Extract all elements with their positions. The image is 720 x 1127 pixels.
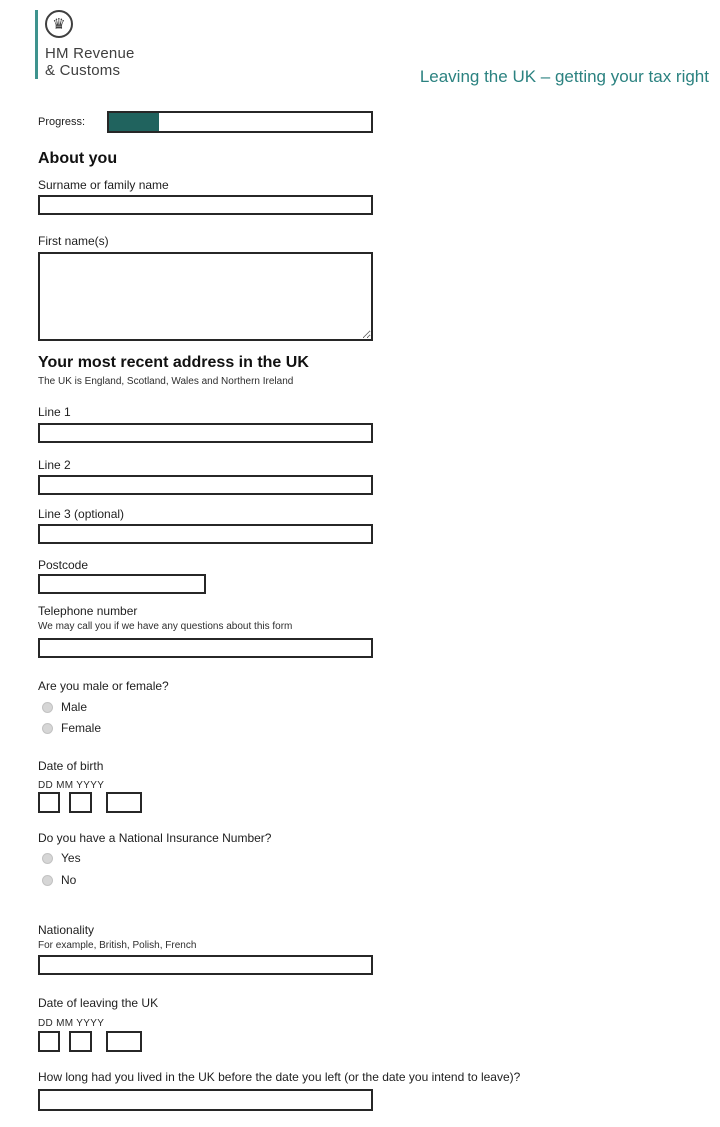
hmrc-logo — [35, 10, 135, 79]
nino-question: Do you have a National Insurance Number? — [38, 831, 272, 845]
progress-fill — [109, 113, 159, 131]
dob-yyyy-input[interactable] — [106, 792, 142, 813]
gender-male-label: Male — [61, 700, 88, 714]
how-long-input[interactable] — [38, 1089, 373, 1111]
address-line2-label: Line 2 — [38, 458, 71, 472]
surname-label: Surname or family name — [38, 178, 169, 192]
surname-input[interactable] — [38, 195, 373, 215]
dob-label: Date of birth — [38, 759, 104, 773]
gender-option-male[interactable] — [42, 700, 87, 714]
page-title: Leaving the UK – getting your tax right — [419, 67, 709, 86]
about-you-heading: About you — [38, 150, 118, 167]
leaving-date-label: Date of leaving the UK — [38, 996, 159, 1010]
crown-icon — [45, 10, 73, 38]
how-long-question: How long had you lived in the UK before the date you left (or the date you intend to leave)? — [38, 1070, 521, 1084]
logo-text-line1: HM Revenue — [45, 45, 135, 62]
gender-option-female[interactable] — [42, 721, 101, 735]
address-line2-input[interactable] — [38, 475, 373, 495]
crown-glyph: ♛ — [52, 15, 66, 33]
gender-question: Are you male or female? — [38, 679, 169, 693]
first-names-input[interactable] — [38, 252, 373, 341]
radio-yes-icon[interactable] — [42, 853, 53, 864]
logo-text-line2: & Customs — [45, 62, 121, 79]
nationality-input[interactable] — [38, 955, 373, 975]
address-line3-label: Line 3 (optional) — [38, 507, 125, 521]
postcode-label: Postcode — [38, 558, 89, 572]
gender-female-label: Female — [61, 721, 102, 735]
leaving-yyyy-input[interactable] — [106, 1031, 142, 1052]
postcode-input[interactable] — [38, 574, 206, 594]
nationality-label: Nationality — [38, 923, 95, 937]
nino-option-no[interactable] — [42, 873, 76, 887]
progress-bar — [107, 111, 373, 133]
dob-dd-input[interactable] — [38, 792, 60, 813]
leaving-dd-input[interactable] — [38, 1031, 60, 1052]
radio-no-icon[interactable] — [42, 875, 53, 886]
address-hint: The UK is England, Scotland, Wales and Northern Ireland — [38, 376, 294, 387]
leaving-date-inputs — [38, 1031, 142, 1052]
leaving-date-format-label: DD MM YYYY — [38, 1018, 105, 1029]
telephone-label: Telephone number — [38, 604, 138, 618]
nino-yes-label: Yes — [61, 851, 81, 865]
address-line1-label: Line 1 — [38, 405, 71, 419]
dob-inputs — [38, 792, 142, 813]
telephone-input[interactable] — [38, 638, 373, 658]
nino-no-label: No — [61, 873, 77, 887]
progress-row — [38, 111, 373, 133]
first-names-label: First name(s) — [38, 234, 109, 248]
address-line1-input[interactable] — [38, 423, 373, 443]
radio-female-icon[interactable] — [42, 723, 53, 734]
radio-male-icon[interactable] — [42, 702, 53, 713]
nationality-hint: For example, British, Polish, French — [38, 940, 197, 951]
address-heading: Your most recent address in the UK — [38, 354, 309, 371]
dob-mm-input[interactable] — [69, 792, 92, 813]
nino-option-yes[interactable] — [42, 851, 81, 865]
dob-format-label: DD MM YYYY — [38, 780, 105, 791]
leaving-mm-input[interactable] — [69, 1031, 92, 1052]
address-line3-input[interactable] — [38, 524, 373, 544]
telephone-hint: We may call you if we have any questions about this form — [38, 621, 293, 632]
progress-label: Progress: — [38, 116, 86, 128]
